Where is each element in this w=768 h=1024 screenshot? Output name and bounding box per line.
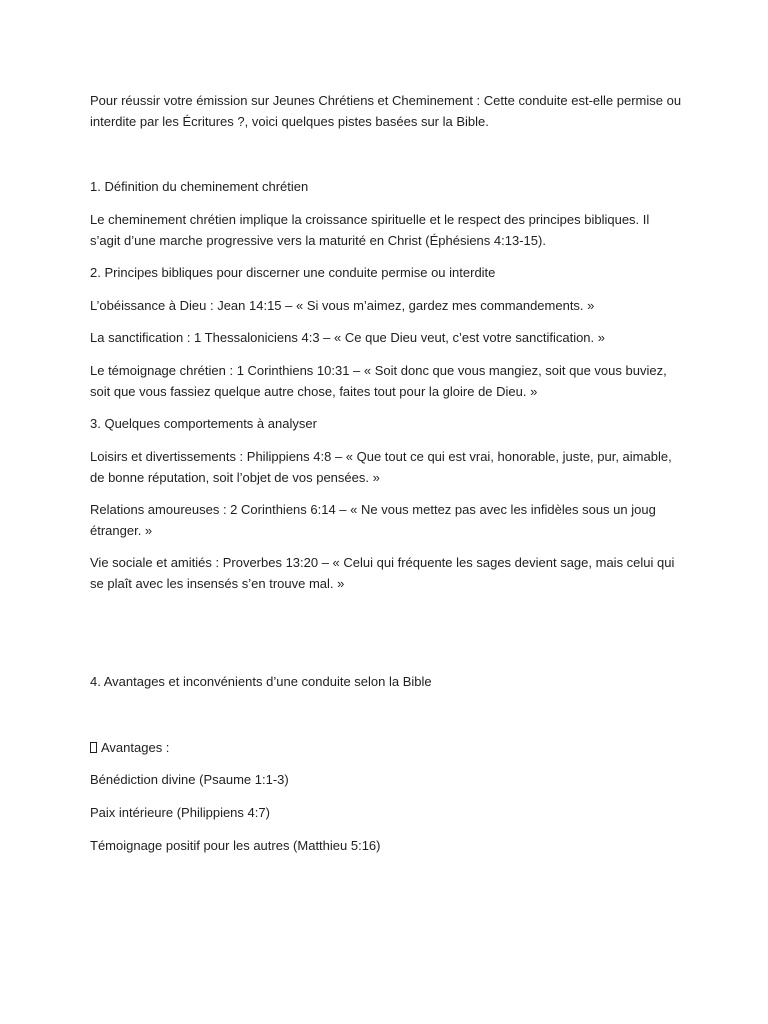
intro-paragraph: Pour réussir votre émission sur Jeunes Chrétiens et Cheminement : Cette conduite est-elle permise ou interdite par les Écritures ?, voici quelques pistes basées sur la Bible.	[90, 93, 682, 129]
behavior-leisure: Loisirs et divertissements : Philippiens 4:8 – « Que tout ce qui est vrai, honorable, juste, pur, aimable, de bonne réputation, soit l’objet de vos pensées. »	[90, 449, 672, 485]
section-4-heading: 4. Avantages et inconvénients d’une conduite selon la Bible	[90, 674, 432, 689]
missing-glyph-icon	[90, 742, 97, 753]
principle-testimony: Le témoignage chrétien : 1 Corinthiens 10:31 – « Soit donc que vous mangiez, soit que vous buviez, soit que vous fassiez quelque autre chose, faites tout pour la gloire de Dieu. »	[90, 363, 667, 399]
advantages-label: Avantages :	[101, 740, 170, 755]
advantage-item: Paix intérieure (Philippiens 4:7)	[90, 805, 270, 820]
section-1-paragraph: Le cheminement chrétien implique la croissance spirituelle et le respect des principes bibliques. Il s’agit d’une marche progressive vers la maturité en Christ (Éphésiens 4:13-15).	[90, 212, 650, 248]
advantage-item: Bénédiction divine (Psaume 1:1-3)	[90, 772, 289, 787]
behavior-relations: Relations amoureuses : 2 Corinthiens 6:14 – « Ne vous mettez pas avec les infidèles sous un joug étranger. »	[90, 502, 656, 538]
principle-obedience: L’obéissance à Dieu : Jean 14:15 – « Si vous m’aimez, gardez mes commandements. »	[90, 298, 595, 313]
section-3-heading: 3. Quelques comportements à analyser	[90, 416, 317, 431]
behavior-social: Vie sociale et amitiés : Proverbes 13:20 – « Celui qui fréquente les sages devient sage, mais celui qui se plaît avec les insensés s’en trouve mal. »	[90, 555, 675, 591]
advantages-heading	[90, 738, 682, 759]
section-2-heading: 2. Principes bibliques pour discerner une conduite permise ou interdite	[90, 265, 496, 280]
principle-sanctification: La sanctification : 1 Thessaloniciens 4:3 – « Ce que Dieu veut, c’est votre sanctification. »	[90, 330, 605, 345]
document-page	[90, 0, 682, 1024]
section-1-heading: 1. Définition du cheminement chrétien	[90, 179, 309, 194]
advantage-item: Témoignage positif pour les autres (Matthieu 5:16)	[90, 838, 381, 853]
